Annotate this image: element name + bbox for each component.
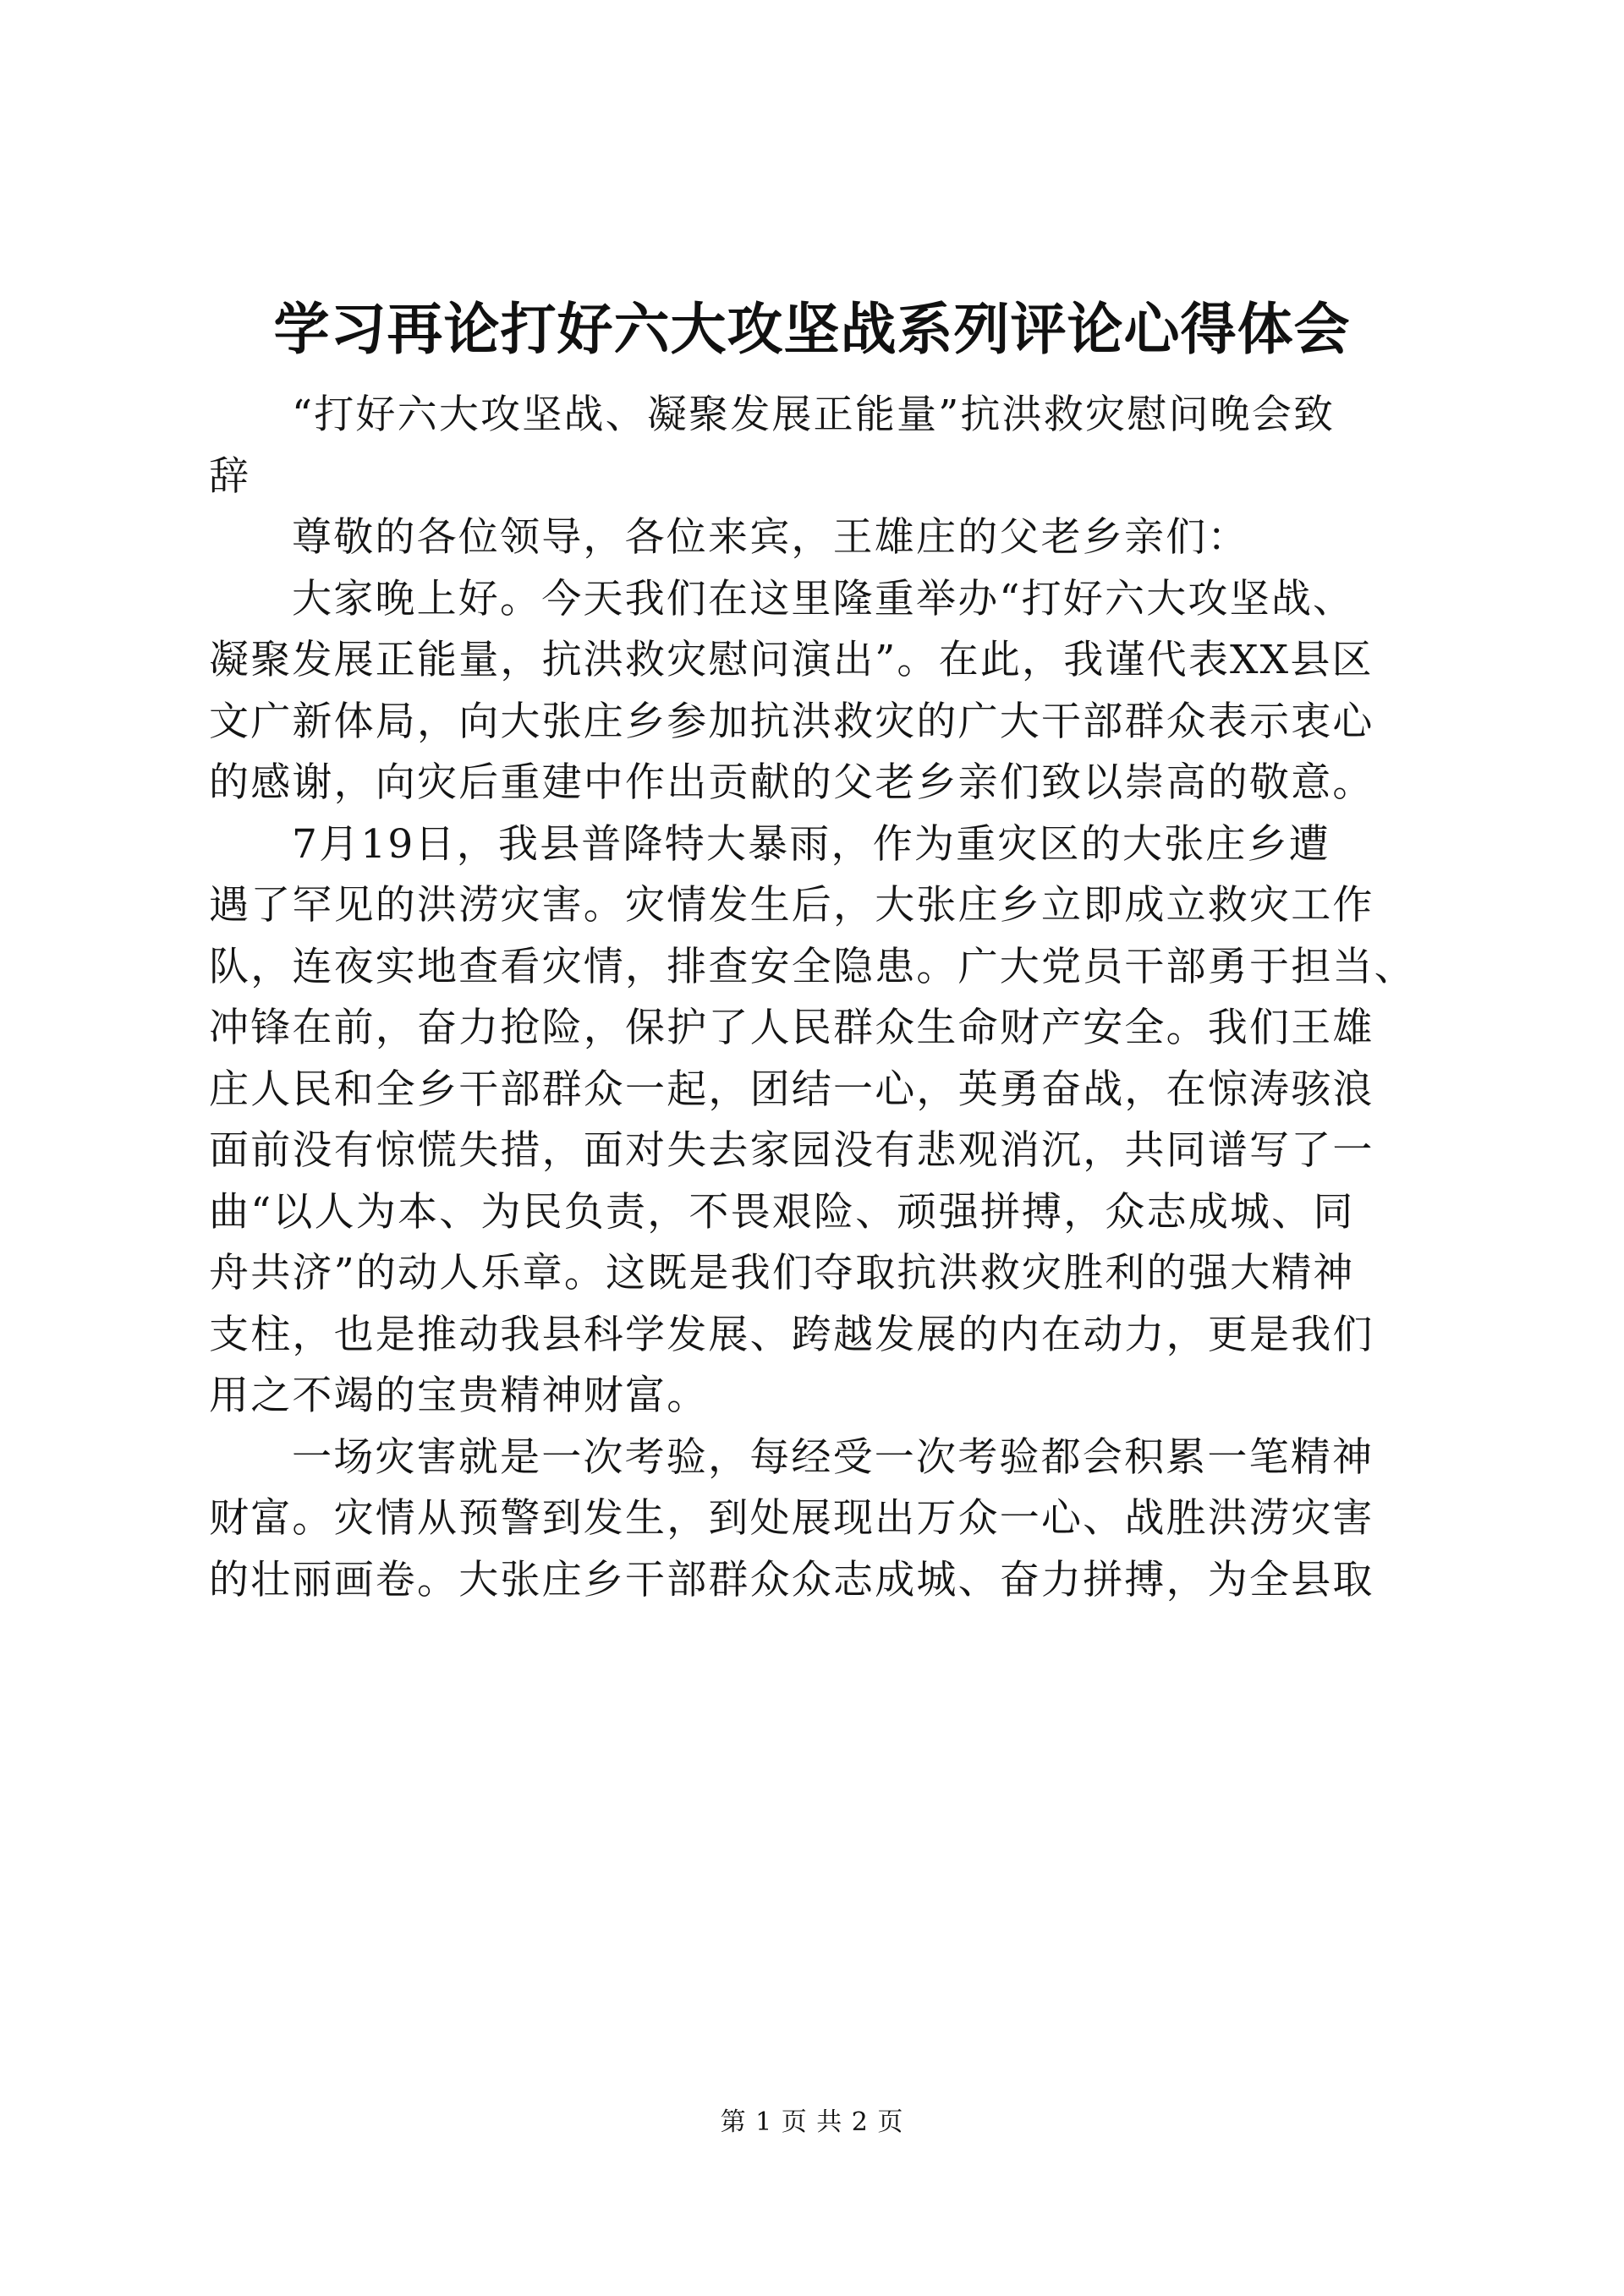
document-body — [209, 385, 1418, 1611]
body-line: 7月19日，我县普降特大暴雨，作为重灾区的大张庄乡遭 — [292, 820, 1330, 868]
body-line: 文广新体局，向大张庄乡参加抗洪救灾的广大干部群众表示衷心 — [209, 698, 1374, 745]
body-line: 尊敬的各位领导，各位来宾，王雄庄的父老乡亲们： — [292, 514, 1249, 561]
body-line: 面前没有惊慌失措，面对失去家园没有悲观消沉，共同谱写了一 — [209, 1127, 1374, 1174]
body-line: 用之不竭的宝贵精神财富。 — [209, 1373, 709, 1419]
body-line: 大家晚上好。今天我们在这里隆重举办“打好六大攻坚战、 — [292, 575, 1355, 622]
body-line: 队，连夜实地查看灾情，排查安全隐患。广大党员干部勇于担当、 — [209, 943, 1416, 990]
body-line: 一场灾害就是一次考验，每经受一次考验都会积累一笔精神 — [292, 1433, 1374, 1481]
body-line: 的壮丽画卷。大张庄乡干部群众众志成城、奋力拼搏，为全县取 — [209, 1556, 1374, 1603]
document-title: 学习再论打好六大攻坚战系列评论心得体会 — [273, 297, 1351, 362]
body-line: “打好六大攻坚战、凝聚发展正能量”抗洪救灾慰问晚会致 — [292, 392, 1336, 438]
body-line: 庄人民和全乡干部群众一起，团结一心，英勇奋战，在惊涛骇浪 — [209, 1066, 1374, 1113]
page-number-footer: 第 1 页 共 2 页 — [720, 2107, 904, 2137]
body-line: 冲锋在前，奋力抢险，保护了人民群众生命财产安全。我们王雄 — [209, 1005, 1374, 1051]
body-line: 支柱，也是推动我县科学发展、跨越发展的内在动力，更是我们 — [209, 1311, 1374, 1358]
body-line: 辞 — [209, 452, 251, 500]
body-line: 舟共济”的动人乐章。这既是我们夺取抗洪救灾胜利的强大精神 — [209, 1250, 1355, 1296]
body-line: 凝聚发展正能量，抗洪救灾慰问演出”。在此，我谨代表XX县区 — [209, 637, 1374, 683]
body-line: 遇了罕见的洪涝灾害。灾情发生后，大张庄乡立即成立救灾工作 — [209, 882, 1374, 929]
body-line: 的感谢，向灾后重建中作出贡献的父老乡亲们致以崇高的敬意。 — [209, 759, 1374, 806]
body-line: 财富。灾情从预警到发生，到处展现出万众一心、战胜洪涝灾害 — [209, 1495, 1374, 1542]
body-line: 曲“以人为本、为民负责，不畏艰险、顽强拼搏，众志成城、同 — [209, 1188, 1355, 1236]
